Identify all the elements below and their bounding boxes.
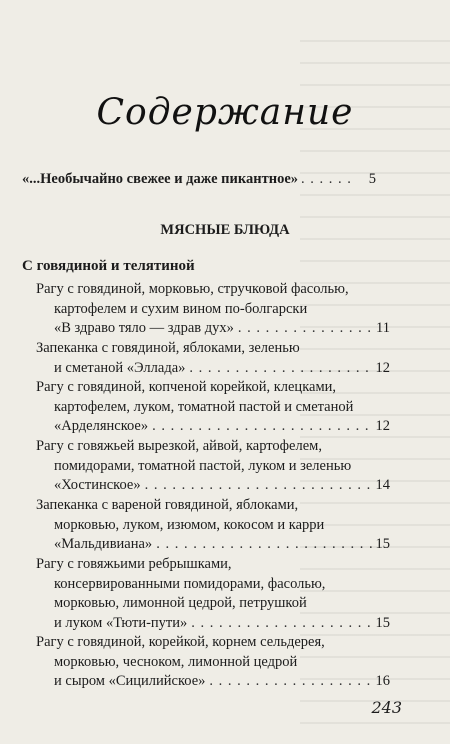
- leader-dots: [189, 359, 371, 379]
- page-title: Содержание: [96, 92, 354, 133]
- leader-dots: [152, 417, 371, 437]
- leader-dots: [238, 319, 372, 339]
- entry-line: картофелем и сухим вином по-болгарски: [54, 300, 308, 317]
- entry-last-line: [36, 319, 390, 339]
- toc-intro-line: [22, 168, 376, 190]
- toc-entry: [36, 280, 390, 339]
- leader-dots: [145, 476, 372, 496]
- entry-page: 14: [375, 477, 390, 494]
- entry-last-line: [36, 476, 390, 496]
- entry-line: и луком «Тюти-пути»: [54, 614, 188, 631]
- leader-dots: [156, 535, 371, 555]
- entry-line: «Мальдивиана»: [54, 536, 153, 553]
- page-number: 243: [371, 698, 402, 717]
- entry-last-line: [36, 359, 390, 379]
- entry-line: «Арделянское»: [54, 418, 149, 435]
- leader-dots: [301, 168, 355, 190]
- toc-entry: [36, 437, 390, 496]
- toc-entry: [36, 378, 390, 437]
- entry-last-line: [36, 672, 390, 692]
- entry-line: Запеканка с вареной говядиной, яблоками,: [36, 497, 299, 513]
- entry-line: морковью, чесноком, лимонной цедрой: [54, 653, 298, 670]
- toc-entry: [36, 633, 390, 692]
- entry-page: 16: [375, 673, 390, 690]
- entry-line: помидорами, томатной пастой, луком и зеленью: [54, 457, 352, 474]
- toc-intro-text: «...Необычайно свежее и даже пикантное»: [22, 171, 299, 187]
- entry-line: «Хостинское»: [54, 477, 141, 494]
- entry-line: Рагу с говядиной, копченой корейкой, клецками,: [36, 379, 337, 395]
- entry-line: Рагу с говядиной, корейкой, корнем сельдерея,: [36, 634, 325, 650]
- entry-line: морковью, лимонной цедрой, петрушкой: [54, 595, 307, 612]
- entry-page: 12: [375, 418, 390, 435]
- entry-line: консервированными помидорами, фасолью,: [54, 575, 326, 592]
- entry-line: Рагу с говядиной, морковью, стручковой фасолью,: [36, 281, 349, 297]
- entry-line: картофелем, луком, томатной пастой и сметаной: [54, 398, 354, 415]
- entry-page: 15: [375, 614, 390, 631]
- toc-entry: [36, 339, 390, 378]
- entry-line: Рагу с говяжьими ребрышками,: [36, 556, 232, 572]
- leader-dots: [191, 614, 371, 634]
- section-title: МЯСНЫЕ БЛЮДА: [160, 222, 290, 238]
- entry-last-line: [36, 614, 390, 634]
- toc-entry: [36, 496, 390, 555]
- entry-line: Рагу с говяжьей вырезкой, айвой, картофелем,: [36, 438, 322, 454]
- subsection-title: С говядиной и телятиной: [22, 258, 195, 274]
- entry-page: 12: [375, 359, 390, 376]
- entry-line: и сыром «Сицилийское»: [54, 673, 206, 690]
- toc-entry: [36, 555, 390, 633]
- entry-line: «В здраво тяло — здрав дух»: [54, 320, 234, 337]
- entry-line: и сметаной «Эллада»: [54, 359, 186, 376]
- entry-page: 15: [375, 536, 390, 553]
- entry-line: морковью, луком, изюмом, кокосом и карри: [54, 516, 325, 533]
- leader-dots: [209, 672, 371, 692]
- entry-line: Запеканка с говядиной, яблоками, зеленью: [36, 340, 300, 356]
- toc-intro-page: 5: [368, 171, 376, 187]
- entry-last-line: [36, 535, 390, 555]
- entry-last-line: [36, 417, 390, 437]
- entry-page: 11: [376, 320, 390, 337]
